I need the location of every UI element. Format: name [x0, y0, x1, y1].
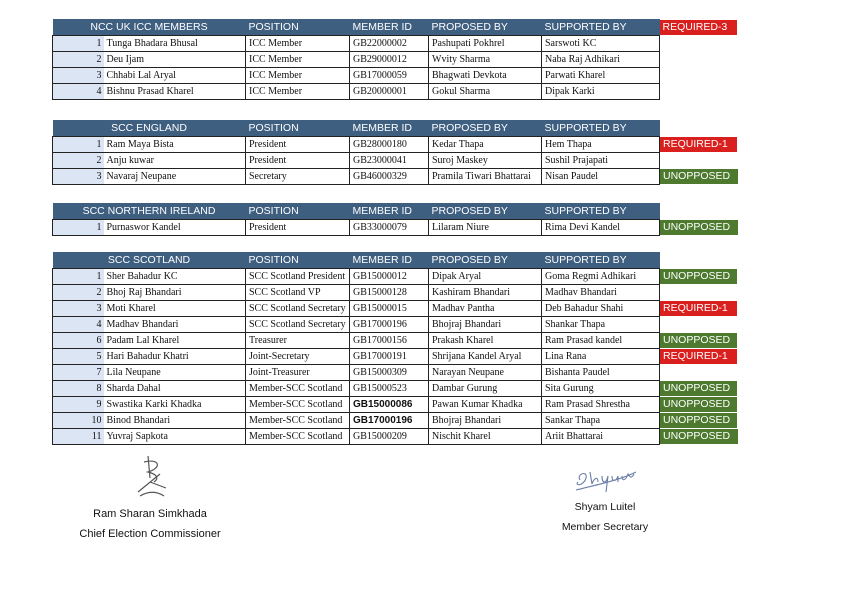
member-id: GB29000012 [350, 52, 429, 68]
supported-by: Hem Thapa [542, 137, 660, 153]
column-header: MEMBER ID [350, 19, 429, 36]
column-header: POSITION [246, 252, 350, 269]
member-id: GB15000128 [350, 285, 429, 301]
status-badge: REQUIRED-1 [660, 301, 737, 316]
section-table [52, 252, 738, 445]
signature-left-title: Chief Election Commissioner [79, 528, 221, 540]
supported-by: Ariit Bhattarai [542, 429, 660, 445]
table-row [53, 68, 738, 84]
member-position: Member-SCC Scotland [246, 413, 350, 429]
row-status [660, 269, 738, 285]
table-row [53, 381, 738, 397]
proposed-by: Gokul Sharma [429, 84, 542, 100]
row-number: 4 [53, 84, 104, 100]
column-header: POSITION [246, 19, 350, 36]
member-position: Joint-Secretary [246, 349, 350, 365]
column-header: MEMBER ID [350, 252, 429, 269]
member-id: GB23000041 [350, 153, 429, 169]
table-row [53, 169, 738, 185]
member-id: GB17000191 [350, 349, 429, 365]
member-name: Ram Maya Bista [104, 137, 246, 153]
status-badge: UNOPPOSED [660, 333, 737, 348]
row-status [660, 220, 738, 236]
supported-by: Nisan Paudel [542, 169, 660, 185]
supported-by: Rima Devi Kandel [542, 220, 660, 236]
section-title: NCC UK ICC MEMBERS [53, 19, 246, 36]
proposed-by: Madhav Pantha [429, 301, 542, 317]
member-position: Member-SCC Scotland [246, 397, 350, 413]
member-id: GB20000001 [350, 84, 429, 100]
signature-right [535, 450, 675, 533]
signature-left [60, 452, 240, 540]
member-name: Purnaswor Kandel [104, 220, 246, 236]
column-header: SUPPORTED BY [542, 120, 660, 137]
column-header: POSITION [246, 203, 350, 220]
member-id: GB15000015 [350, 301, 429, 317]
status-badge: REQUIRED-3 [660, 20, 738, 35]
section-title: SCC SCOTLAND [53, 252, 246, 269]
supported-by: Bishanta Paudel [542, 365, 660, 381]
table-row [53, 153, 738, 169]
section-table [52, 120, 738, 185]
column-header: PROPOSED BY [429, 203, 542, 220]
member-position: Secretary [246, 169, 350, 185]
row-status-empty [660, 36, 738, 52]
table-row [53, 429, 738, 445]
row-status [660, 381, 738, 397]
table-row [53, 137, 738, 153]
proposed-by: Pramila Tiwari Bhattarai [429, 169, 542, 185]
section-status [660, 19, 738, 36]
row-status-empty [660, 285, 738, 301]
table-row [53, 413, 738, 429]
row-status-empty [660, 365, 738, 381]
row-number: 10 [53, 413, 104, 429]
proposed-by: Shrijana Kandel Aryal [429, 349, 542, 365]
proposed-by: Bhojraj Bhandari [429, 413, 542, 429]
member-name: Sher Bahadur KC [104, 269, 246, 285]
member-id: GB46000329 [350, 169, 429, 185]
member-position: ICC Member [246, 68, 350, 84]
row-status [660, 429, 738, 445]
supported-by: Ram Prasad Shrestha [542, 397, 660, 413]
row-status [660, 349, 738, 365]
row-number: 1 [53, 220, 104, 236]
row-status-empty [660, 52, 738, 68]
column-header: PROPOSED BY [429, 19, 542, 36]
row-number: 1 [53, 36, 104, 52]
column-header: SUPPORTED BY [542, 252, 660, 269]
member-id: GB15000086 [350, 397, 429, 413]
member-name: Anju kuwar [104, 153, 246, 169]
member-position: President [246, 220, 350, 236]
row-status [660, 397, 738, 413]
supported-by: Parwati Kharel [542, 68, 660, 84]
row-number: 3 [53, 169, 104, 185]
supported-by: Naba Raj Adhikari [542, 52, 660, 68]
member-position: Treasurer [246, 333, 350, 349]
member-id: GB33000079 [350, 220, 429, 236]
proposed-by: Nischit Kharel [429, 429, 542, 445]
member-name: Yuvraj Sapkota [104, 429, 246, 445]
signature-right-title: Member Secretary [561, 521, 649, 533]
status-badge: REQUIRED-1 [660, 349, 737, 364]
member-position: Joint-Treasurer [246, 365, 350, 381]
member-position: SCC Scotland Secretary [246, 301, 350, 317]
member-name: Sharda Dahal [104, 381, 246, 397]
row-number: 1 [53, 269, 104, 285]
table-row [53, 52, 738, 68]
status-badge: UNOPPOSED [660, 397, 737, 412]
row-number: 1 [53, 137, 104, 153]
member-position: SCC Scotland Secretary [246, 317, 350, 333]
row-number: 3 [53, 68, 104, 84]
proposed-by: Pawan Kumar Khadka [429, 397, 542, 413]
table-row [53, 349, 738, 365]
supported-by: Lina Rana [542, 349, 660, 365]
row-number: 5 [53, 349, 104, 365]
supported-by: Sankar Thapa [542, 413, 660, 429]
member-id: GB28000180 [350, 137, 429, 153]
table-row [53, 317, 738, 333]
supported-by: Sushil Prajapati [542, 153, 660, 169]
signature-right-mark [570, 450, 640, 495]
member-position: Member-SCC Scotland [246, 381, 350, 397]
proposed-by: Suroj Maskey [429, 153, 542, 169]
section-table [52, 19, 738, 100]
column-header: MEMBER ID [350, 120, 429, 137]
table-row [53, 365, 738, 381]
column-header: PROPOSED BY [429, 120, 542, 137]
proposed-by: Lilaram Niure [429, 220, 542, 236]
proposed-by: Kedar Thapa [429, 137, 542, 153]
member-position: President [246, 153, 350, 169]
status-badge: UNOPPOSED [660, 220, 738, 235]
column-header: MEMBER ID [350, 203, 429, 220]
table-row [53, 220, 738, 236]
member-name: Padam Lal Kharel [104, 333, 246, 349]
section-header-row [53, 19, 738, 36]
status-badge: UNOPPOSED [660, 269, 737, 284]
signature-left-name: Ram Sharan Simkhada [93, 508, 207, 520]
member-id: GB17000196 [350, 317, 429, 333]
column-header: PROPOSED BY [429, 252, 542, 269]
table-row [53, 397, 738, 413]
member-id: GB17000156 [350, 333, 429, 349]
member-name: Deu Ijam [104, 52, 246, 68]
member-name: Hari Bahadur Khatri [104, 349, 246, 365]
row-status [660, 301, 738, 317]
column-header: SUPPORTED BY [542, 203, 660, 220]
member-name: Lila Neupane [104, 365, 246, 381]
member-position: SCC Scotland President [246, 269, 350, 285]
member-name: Madhav Bhandari [104, 317, 246, 333]
supported-by: Madhav Bhandari [542, 285, 660, 301]
supported-by: Shankar Thapa [542, 317, 660, 333]
member-name: Swastika Karki Khadka [104, 397, 246, 413]
section-header-row [53, 120, 738, 137]
proposed-by: Narayan Neupane [429, 365, 542, 381]
member-position: ICC Member [246, 52, 350, 68]
row-number: 3 [53, 301, 104, 317]
signature-right-name: Shyam Luitel [574, 501, 636, 513]
member-name: Navaraj Neupane [104, 169, 246, 185]
row-number: 6 [53, 333, 104, 349]
row-status [660, 169, 738, 185]
row-status [660, 333, 738, 349]
section-title: SCC ENGLAND [53, 120, 246, 137]
table-row [53, 269, 738, 285]
row-number: 8 [53, 381, 104, 397]
row-status [660, 413, 738, 429]
row-number: 9 [53, 397, 104, 413]
member-position: ICC Member [246, 84, 350, 100]
member-name: Tunga Bhadara Bhusal [104, 36, 246, 52]
status-badge: REQUIRED-1 [660, 137, 737, 152]
status-badge: UNOPPOSED [660, 381, 737, 396]
row-number: 7 [53, 365, 104, 381]
supported-by: Deb Bahadur Shahi [542, 301, 660, 317]
member-id: GB15000012 [350, 269, 429, 285]
member-id: GB15000523 [350, 381, 429, 397]
row-status-empty [660, 317, 738, 333]
supported-by: Goma Regmi Adhikari [542, 269, 660, 285]
member-position: SCC Scotland VP [246, 285, 350, 301]
member-position: ICC Member [246, 36, 350, 52]
row-number: 2 [53, 153, 104, 169]
member-id: GB17000059 [350, 68, 429, 84]
row-status-empty [660, 68, 738, 84]
proposed-by: Kashiram Bhandari [429, 285, 542, 301]
column-header: SUPPORTED BY [542, 19, 660, 36]
row-number: 2 [53, 285, 104, 301]
member-name: Moti Kharel [104, 301, 246, 317]
section-title: SCC NORTHERN IRELAND [53, 203, 246, 220]
status-badge: UNOPPOSED [660, 413, 737, 428]
column-header: POSITION [246, 120, 350, 137]
row-status [660, 137, 738, 153]
member-id: GB15000309 [350, 365, 429, 381]
member-id: GB17000196 [350, 413, 429, 429]
member-position: President [246, 137, 350, 153]
table-row [53, 333, 738, 349]
member-id: GB15000209 [350, 429, 429, 445]
member-name: Bishnu Prasad Kharel [104, 84, 246, 100]
row-number: 4 [53, 317, 104, 333]
supported-by: Sita Gurung [542, 381, 660, 397]
section-header-row [53, 203, 738, 220]
member-id: GB22000002 [350, 36, 429, 52]
signature-left-mark [120, 452, 180, 502]
proposed-by: Bhojraj Bhandari [429, 317, 542, 333]
status-badge: UNOPPOSED [660, 429, 738, 444]
table-row [53, 84, 738, 100]
section-table [52, 203, 738, 236]
proposed-by: Dipak Aryal [429, 269, 542, 285]
proposed-by: Dambar Gurung [429, 381, 542, 397]
row-status-empty [660, 153, 738, 169]
member-name: Binod Bhandari [104, 413, 246, 429]
proposed-by: Bhagwati Devkota [429, 68, 542, 84]
proposed-by: Pashupati Pokhrel [429, 36, 542, 52]
proposed-by: Prakash Kharel [429, 333, 542, 349]
status-badge: UNOPPOSED [660, 169, 738, 184]
section-header-row [53, 252, 738, 269]
table-row [53, 285, 738, 301]
member-name: Chhabi Lal Aryal [104, 68, 246, 84]
table-row [53, 36, 738, 52]
row-status-empty [660, 84, 738, 100]
row-number: 11 [53, 429, 104, 445]
row-number: 2 [53, 52, 104, 68]
table-row [53, 301, 738, 317]
member-name: Bhoj Raj Bhandari [104, 285, 246, 301]
member-position: Member-SCC Scotland [246, 429, 350, 445]
supported-by: Dipak Karki [542, 84, 660, 100]
supported-by: Ram Prasad kandel [542, 333, 660, 349]
supported-by: Sarswoti KC [542, 36, 660, 52]
proposed-by: Wvity Sharma [429, 52, 542, 68]
